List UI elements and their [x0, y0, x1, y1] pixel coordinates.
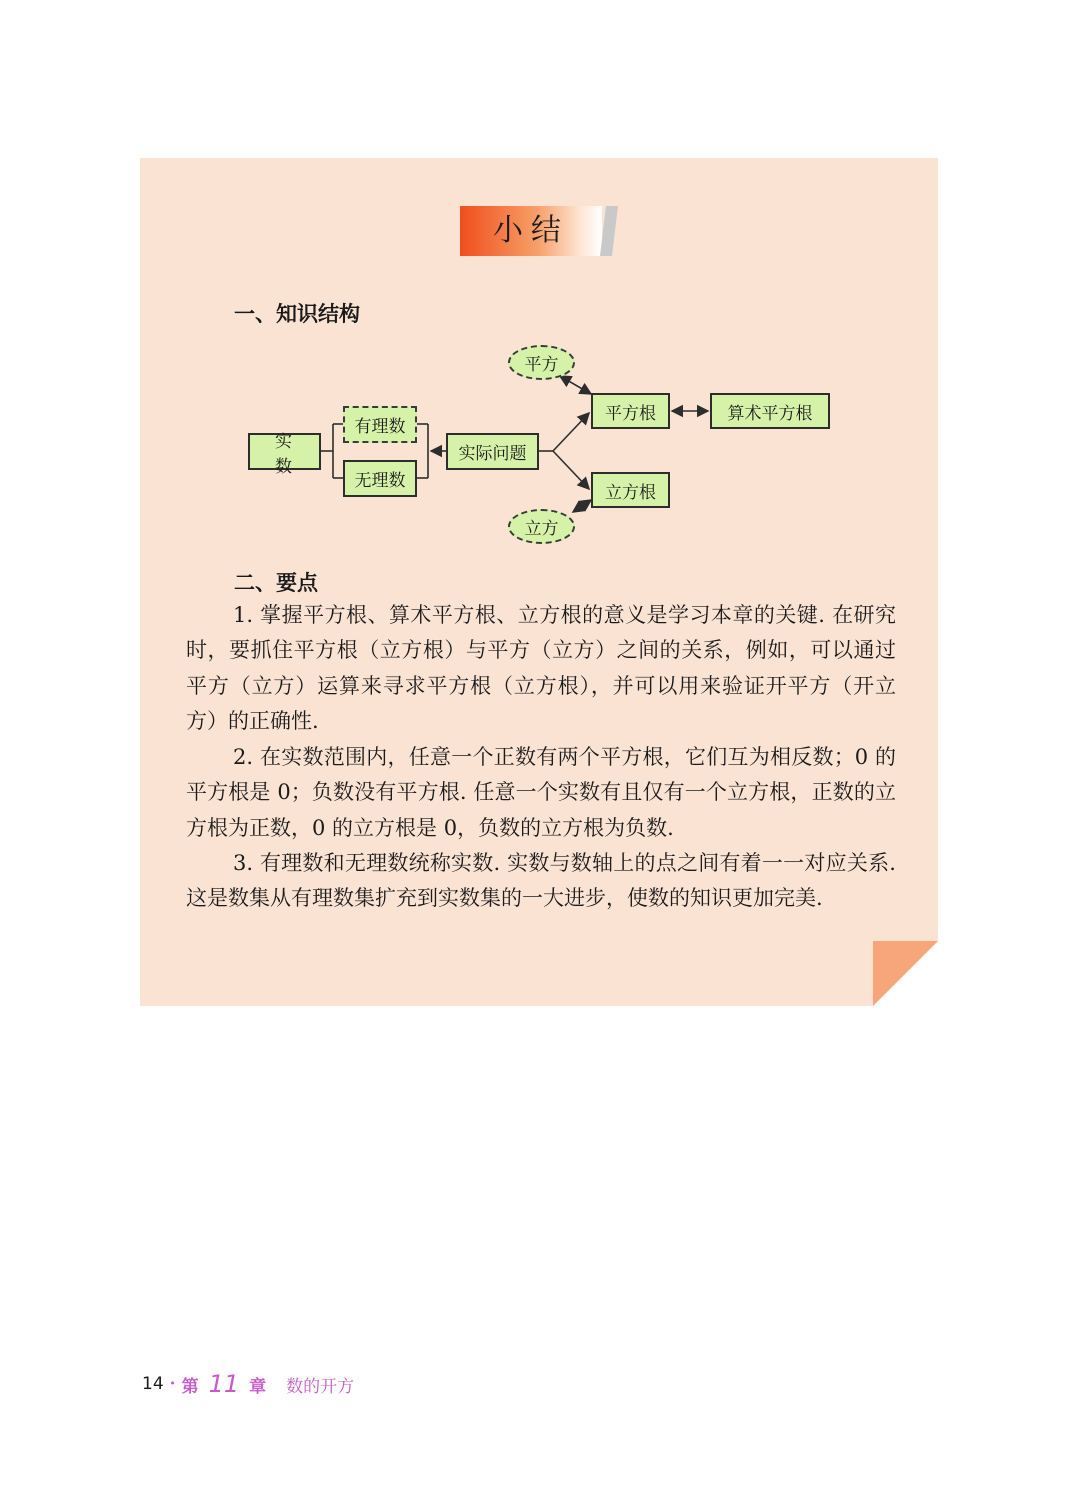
page-footer: [142, 1370, 354, 1398]
key-point-text: 3. 有理数和无理数统称实数. 实数与数轴上的点之间有着一一对应关系. 这是数集从有理数集扩充到实数集的一大进步，使数的知识更加完美.: [186, 851, 896, 911]
chapter-prefix: 第: [181, 1376, 199, 1397]
node-cube-root: 立方根: [591, 472, 670, 508]
key-point-paragraph: [186, 598, 896, 740]
chapter-number: 11: [208, 1370, 240, 1398]
key-point-paragraph: [186, 846, 896, 917]
node-irrational-numbers: 无理数: [343, 460, 417, 497]
page-title: 小结: [493, 213, 569, 248]
node-square-root: 平方根: [591, 393, 670, 429]
chapter-title: 数的开方: [286, 1376, 355, 1397]
node-rational-numbers: 有理数: [343, 406, 417, 443]
page-corner-fold: [873, 941, 938, 1006]
page-number: 14: [142, 1374, 164, 1394]
node-practical-problem: 实际问题: [446, 433, 539, 470]
node-arithmetic-square-root: 算术平方根: [710, 393, 830, 429]
footer-separator-dot: ·: [169, 1374, 176, 1394]
section-heading-knowledge-structure: 一、知识结构: [234, 302, 360, 326]
section-heading-key-points: 二、要点: [234, 571, 318, 595]
key-point-paragraph: [186, 740, 896, 846]
node-real-numbers: 实 数: [248, 433, 321, 470]
chapter-suffix: 章: [249, 1376, 267, 1397]
node-cube-operation: 立方: [508, 509, 575, 544]
key-point-text: 1. 掌握平方根、算术平方根、立方根的意义是学习本章的关键. 在研究时，要抓住平方根（立方根）与平方（立方）之间的关系，例如，可以通过平方（立方）运算来寻求平方根（立方根），并可以用来验证开平方（开立方）的正确性.: [186, 603, 896, 734]
node-square-operation: 平方: [508, 345, 575, 380]
key-point-text: 2. 在实数范围内，任意一个正数有两个平方根，它们互为相反数；0 的平方根是 0；负数没有平方根. 任意一个实数有且仅有一个立方根，正数的立方根为正数，0 的立方根是 0，负数的立方根为负数.: [186, 745, 896, 840]
